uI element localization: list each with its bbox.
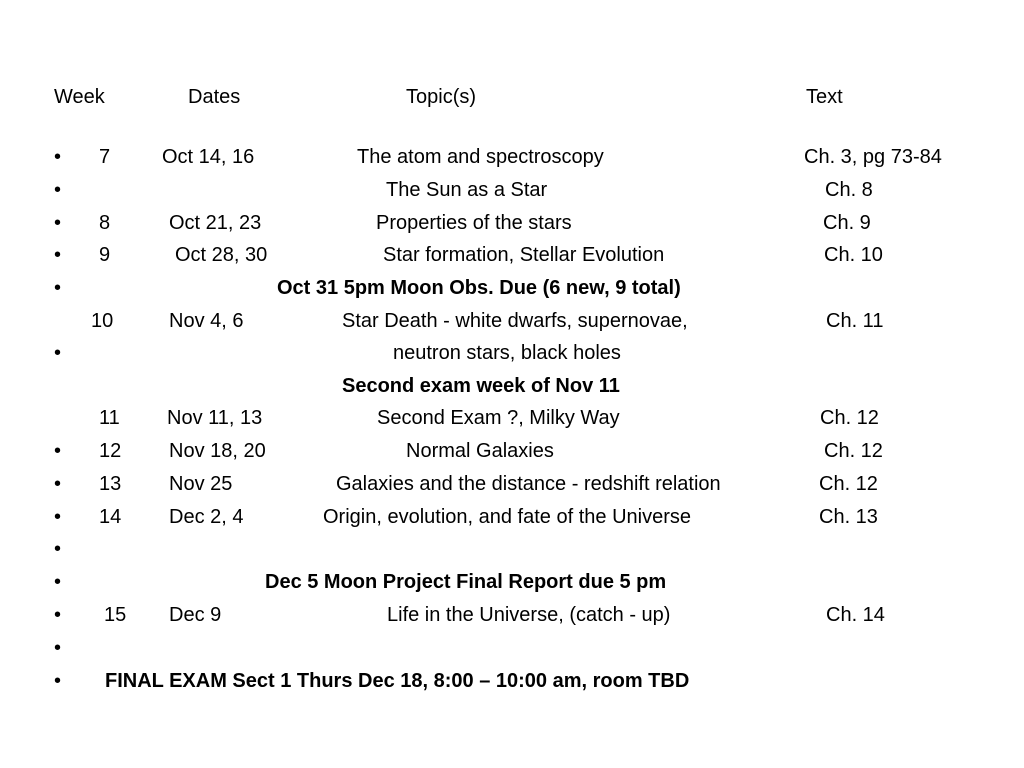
topic-cell: Second Exam ?, Milky Way bbox=[377, 407, 620, 429]
topic-cell: Life in the Universe, (catch - up) bbox=[387, 604, 671, 626]
bullet: • bbox=[54, 179, 62, 201]
topic-cell: Normal Galaxies bbox=[406, 440, 554, 462]
bullet: • bbox=[54, 277, 62, 299]
week-number: 8 bbox=[99, 212, 111, 234]
bullet: • bbox=[54, 506, 62, 528]
text-cell: Ch. 9 bbox=[823, 212, 871, 234]
final-exam-note: FINAL EXAM Sect 1 Thurs Dec 18, 8:00 – 10:00 am, room TBD bbox=[105, 670, 690, 692]
week-number: 15 bbox=[104, 604, 127, 626]
bullet: • bbox=[54, 670, 62, 692]
bullet: • bbox=[54, 146, 62, 168]
dates-cell: Nov 11, 13 bbox=[167, 407, 263, 429]
dates-cell: Oct 28, 30 bbox=[175, 244, 268, 266]
bullet: • bbox=[54, 473, 62, 495]
text-cell: Ch. 3, pg 73-84 bbox=[804, 146, 942, 168]
bullet: • bbox=[54, 637, 62, 659]
header-text: Text bbox=[806, 86, 843, 108]
text-cell: Ch. 13 bbox=[819, 506, 878, 528]
week-number: 12 bbox=[99, 440, 122, 462]
week-number: 7 bbox=[99, 146, 111, 168]
week-number: 13 bbox=[99, 473, 122, 495]
week-number: 14 bbox=[99, 506, 122, 528]
deadline-note: Oct 31 5pm Moon Obs. Due (6 new, 9 total) bbox=[277, 277, 681, 299]
text-cell: Ch. 12 bbox=[824, 440, 883, 462]
topic-cell: Galaxies and the distance - redshift relation bbox=[336, 473, 721, 495]
text-cell: Ch. 12 bbox=[820, 407, 879, 429]
bullet: • bbox=[54, 538, 62, 560]
dates-cell: Oct 21, 23 bbox=[169, 212, 262, 234]
dates-cell: Nov 4, 6 bbox=[169, 310, 244, 332]
dates-cell: Nov 18, 20 bbox=[169, 440, 266, 462]
topic-cell: Origin, evolution, and fate of the Universe bbox=[323, 506, 691, 528]
bullet: • bbox=[54, 342, 62, 364]
bullet: • bbox=[54, 571, 62, 593]
topic-cell: The Sun as a Star bbox=[386, 179, 548, 201]
text-cell: Ch. 14 bbox=[826, 604, 885, 626]
header-topics: Topic(s) bbox=[406, 86, 477, 108]
topic-cell: neutron stars, black holes bbox=[393, 342, 621, 364]
bullet: • bbox=[54, 604, 62, 626]
week-number: 9 bbox=[99, 244, 111, 266]
bullet: • bbox=[54, 212, 62, 234]
header-dates: Dates bbox=[188, 86, 241, 108]
text-cell: Ch. 11 bbox=[826, 310, 884, 332]
text-cell: Ch. 10 bbox=[824, 244, 883, 266]
week-number: 11 bbox=[99, 407, 120, 429]
bullet: • bbox=[54, 440, 62, 462]
deadline-note: Dec 5 Moon Project Final Report due 5 pm bbox=[265, 571, 667, 593]
topic-cell: Star formation, Stellar Evolution bbox=[383, 244, 665, 266]
text-cell: Ch. 12 bbox=[819, 473, 878, 495]
topic-cell: Properties of the stars bbox=[376, 212, 572, 234]
dates-cell: Nov 25 bbox=[169, 473, 233, 495]
dates-cell: Dec 9 bbox=[169, 604, 222, 626]
header-week: Week bbox=[54, 86, 105, 108]
bullet: • bbox=[54, 244, 62, 266]
week-number: 10 bbox=[91, 310, 114, 332]
topic-cell: Star Death - white dwarfs, supernovae, bbox=[342, 310, 688, 332]
dates-cell: Dec 2, 4 bbox=[169, 506, 244, 528]
text-cell: Ch. 8 bbox=[825, 179, 873, 201]
exam-week-note: Second exam week of Nov 11 bbox=[342, 375, 620, 397]
dates-cell: Oct 14, 16 bbox=[162, 146, 255, 168]
topic-cell: The atom and spectroscopy bbox=[357, 146, 604, 168]
